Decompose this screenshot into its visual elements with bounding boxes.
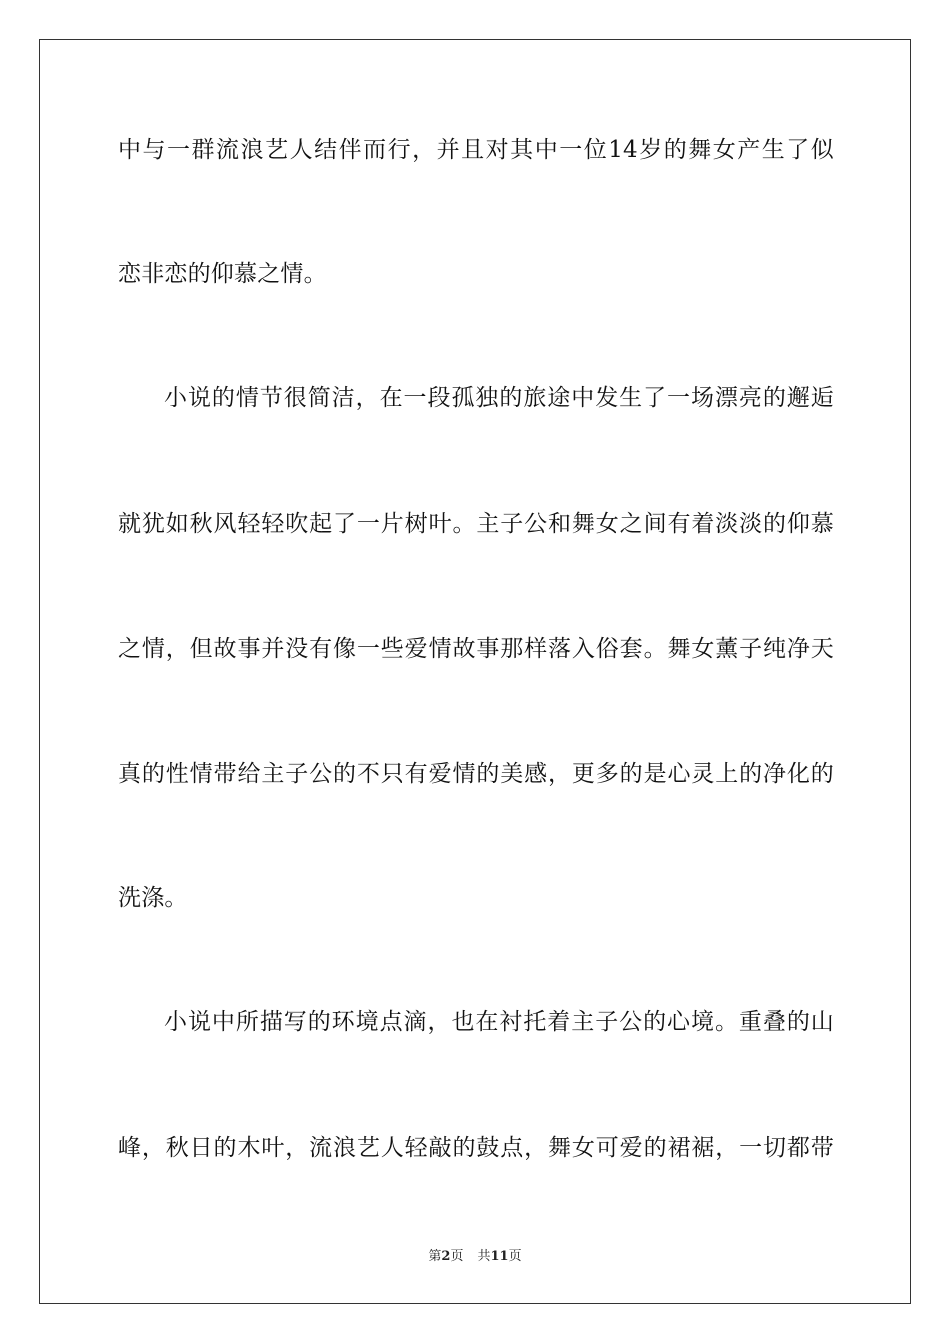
body-text-line: 小说的情节很简洁，在一段孤独的旅途中发生了一场漂亮的邂逅 [164,385,834,411]
page-prefix: 第 [428,1249,442,1264]
total-unit: 页 [508,1249,522,1264]
page-unit: 页 [450,1249,464,1264]
body-text-line: 就犹如秋风轻轻吹起了一片树叶。主子公和舞女之间有着淡淡的仰慕 [118,511,834,537]
page-border [39,39,911,1304]
body-text-line: 恋非恋的仰慕之情。 [118,261,327,287]
body-text-line: 峰，秋日的木叶，流浪艺人轻敲的鼓点，舞女可爱的裙裾，一切都带 [118,1135,834,1161]
total-prefix: 共 [477,1249,491,1264]
body-text-line: 真的性情带给主子公的不只有爱情的美感，更多的是心灵上的净化的 [118,761,834,787]
body-text-line: 洗涤。 [118,885,188,911]
body-text-line: 之情，但故事并没有像一些爱情故事那样落入俗套。舞女薰子纯净天 [118,636,834,662]
body-text-line: 小说中所描写的环境点滴，也在衬托着主子公的心境。重叠的山 [164,1009,834,1035]
page-total: 11 [490,1249,509,1264]
page-footer [0,1248,950,1266]
body-text-line: 中与一群流浪艺人结伴而行，并且对其中一位14岁的舞女产生了似 [118,137,834,163]
page-current: 2 [441,1249,451,1264]
